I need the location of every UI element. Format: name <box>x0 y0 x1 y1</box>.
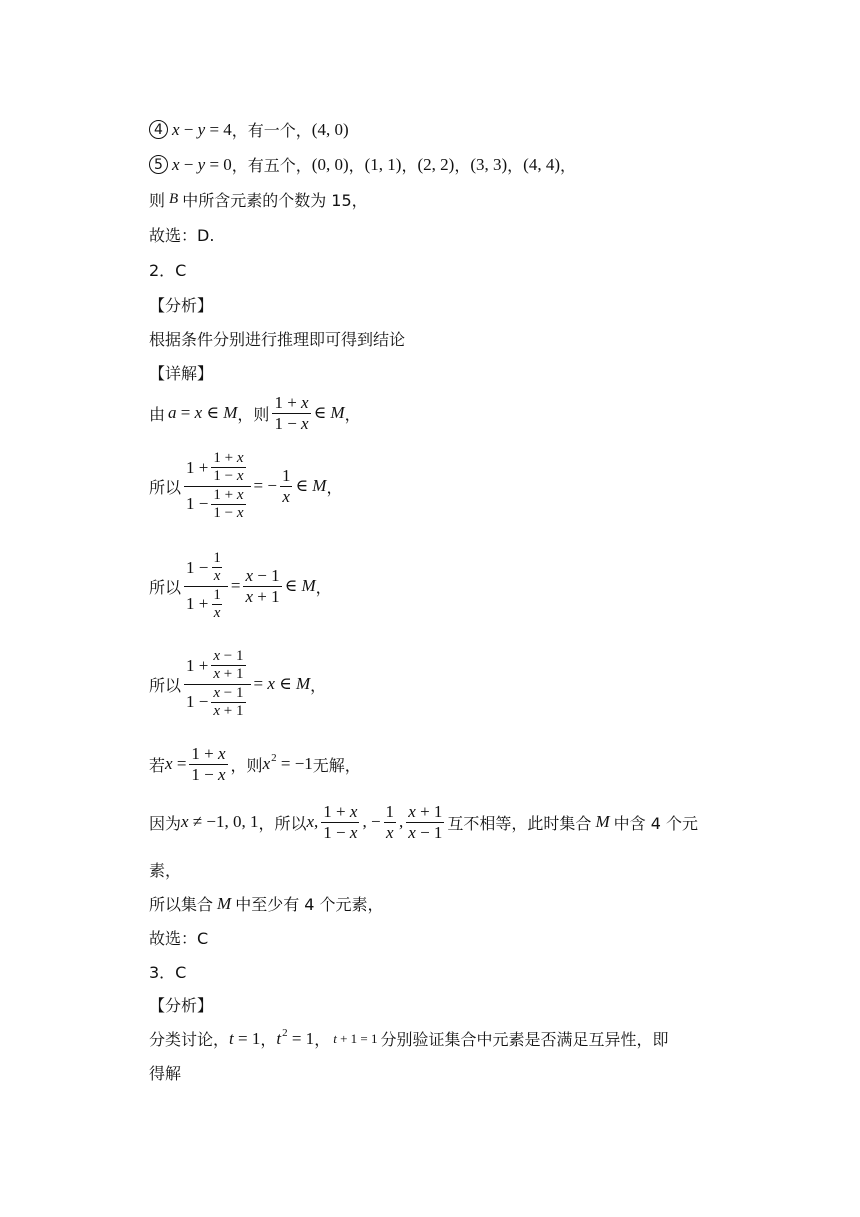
math-fraction: $\frac{1 + x}{1 - x}$ <box>323 802 358 842</box>
math-set-m: M <box>595 812 610 832</box>
line-case-5: 5 x − y = 0 ，有五个， (0, 0) ， (1, 1) ， (2, 2) ， (3, 3) ， (4, 4) ， <box>149 153 576 176</box>
text: ，有五个， <box>231 156 312 175</box>
text: 所以 <box>149 675 182 695</box>
line-count <box>149 188 368 211</box>
math-points: (0, 0) <box>311 154 349 174</box>
text: 分类讨论， <box>149 1030 230 1049</box>
line-step-2: 所以 1 − $\frac{1}{x}$ 1 + $\frac{1}{x}$ = $\frac{x - 1}{x + 1}$ ∈ M ， <box>149 550 332 621</box>
circled-number: 4 <box>149 120 168 139</box>
section-heading: 【分析】 <box>149 296 214 315</box>
text: 所以 <box>149 477 182 497</box>
math-fraction: $\frac{1}{x}$ <box>385 802 395 842</box>
math-complex-fraction: 1 + $\frac{1 + x}{1 - x}$ 1 − $\frac{1 + x}{1 - x}$ <box>184 450 250 522</box>
math-expr: = <box>230 576 241 595</box>
line-because <box>149 802 698 842</box>
text: ，则 <box>230 755 263 775</box>
math-expr: ∈ M <box>313 403 345 423</box>
math-expr: , − <box>362 812 381 832</box>
line-if <box>149 744 361 784</box>
text-continued: 素， <box>149 861 182 880</box>
circled-number: 5 <box>149 155 168 174</box>
line-given: 由 a = x ∈ M ，则 $\frac{1 + x}{1 - x}$ ∈ M ， <box>149 393 361 433</box>
math-expr: $t^2 = 1$ <box>276 1026 315 1048</box>
math-expr: ∈ M <box>284 576 316 595</box>
math-expr: , <box>399 812 404 832</box>
text: 所以集合 <box>149 895 214 914</box>
math-expr: t + 1 = 1 <box>333 1030 378 1046</box>
line-classify: 分类讨论， t = 1 ， $t^2 = 1$ ， t + 1 = 1 分别验证集合中元素是否满足互异性，即 <box>149 1026 669 1049</box>
text: ，所以 <box>258 813 307 833</box>
math-expr: $x^2 = -1$ <box>262 752 313 774</box>
text: ，有一个， <box>231 121 312 140</box>
math-expr: ∈ M <box>295 476 327 495</box>
question-number: 2．C <box>149 261 187 280</box>
line-conclusion <box>149 892 384 915</box>
text: 则 <box>149 191 166 210</box>
line-case-4 <box>149 118 349 141</box>
math-fraction: $\frac{x - 1}{x + 1}$ <box>245 565 280 606</box>
line-step-1: 所以 1 + $\frac{1 + x}{1 - x}$ 1 − $\frac{1 + x}{1 - x}$ = − $\frac{1}{x}$ ∈ M ， <box>149 450 343 521</box>
math-expr: = − <box>253 476 277 495</box>
text: 因为 <box>149 813 182 833</box>
math-equation: x − y = 4 <box>172 119 232 139</box>
math-point: (3, 3) <box>470 154 508 174</box>
text: 中至少有 4 个元素， <box>235 895 384 914</box>
math-point: (1, 1) <box>364 154 402 174</box>
math-expr: a = x ∈ M <box>168 403 238 423</box>
section-heading: 【详解】 <box>149 364 214 383</box>
math-equation: x − y = 0 <box>172 154 232 174</box>
math-set-b: B <box>169 191 179 207</box>
text: 中含 4 个元 <box>613 813 698 833</box>
text: ，则 <box>237 404 270 424</box>
math-expr: = x ∈ M <box>253 674 311 693</box>
math-fraction: $\frac{1 + x}{1 - x}$ <box>274 393 309 433</box>
math-complex-fraction: 1 + $\frac{x - 1}{x + 1}$ 1 − $\frac{x - 1}{x + 1}$ <box>184 648 250 720</box>
math-expr: x = <box>165 754 187 774</box>
math-expr: x ≠ −1, 0, 1 <box>181 812 259 832</box>
analysis-text: 根据条件分别进行推理即可得到结论 <box>149 330 406 349</box>
line-step-3: 所以 1 + $\frac{x - 1}{x + 1}$ 1 − $\frac{x - 1}{x + 1}$ = x ∈ M ， <box>149 648 327 719</box>
text: 中所含元素的个数为 15， <box>182 191 368 210</box>
math-point: (4, 0) <box>311 119 349 139</box>
text: 由 <box>149 404 166 424</box>
math-expr: t = 1 <box>229 1028 261 1048</box>
text: 互不相等，此时集合 <box>447 813 592 833</box>
question-number: 3．C <box>149 963 187 982</box>
text-continued: 得解 <box>149 1064 182 1083</box>
math-point: (4, 4) <box>523 154 560 174</box>
math-fraction: $\frac{1 + x}{1 - x}$ <box>191 744 226 784</box>
text: 所以 <box>149 577 182 597</box>
text: 若 <box>149 755 166 775</box>
text: 无解， <box>312 755 361 775</box>
answer-line: 故选：C <box>149 929 209 948</box>
section-heading: 【分析】 <box>149 996 214 1015</box>
math-complex-fraction: 1 − $\frac{1}{x}$ 1 + $\frac{1}{x}$ <box>184 550 228 622</box>
math-expr: x, <box>306 812 319 832</box>
math-fraction: $\frac{x + 1}{x - 1}$ <box>408 802 443 842</box>
math-point: (2, 2) <box>417 154 455 174</box>
math-fraction: $\frac{1}{x}$ <box>281 465 291 506</box>
math-set-m: M <box>217 893 232 913</box>
answer-line: 故选：D. <box>149 226 215 245</box>
text: 分别验证集合中元素是否满足互异性，即 <box>380 1030 669 1049</box>
